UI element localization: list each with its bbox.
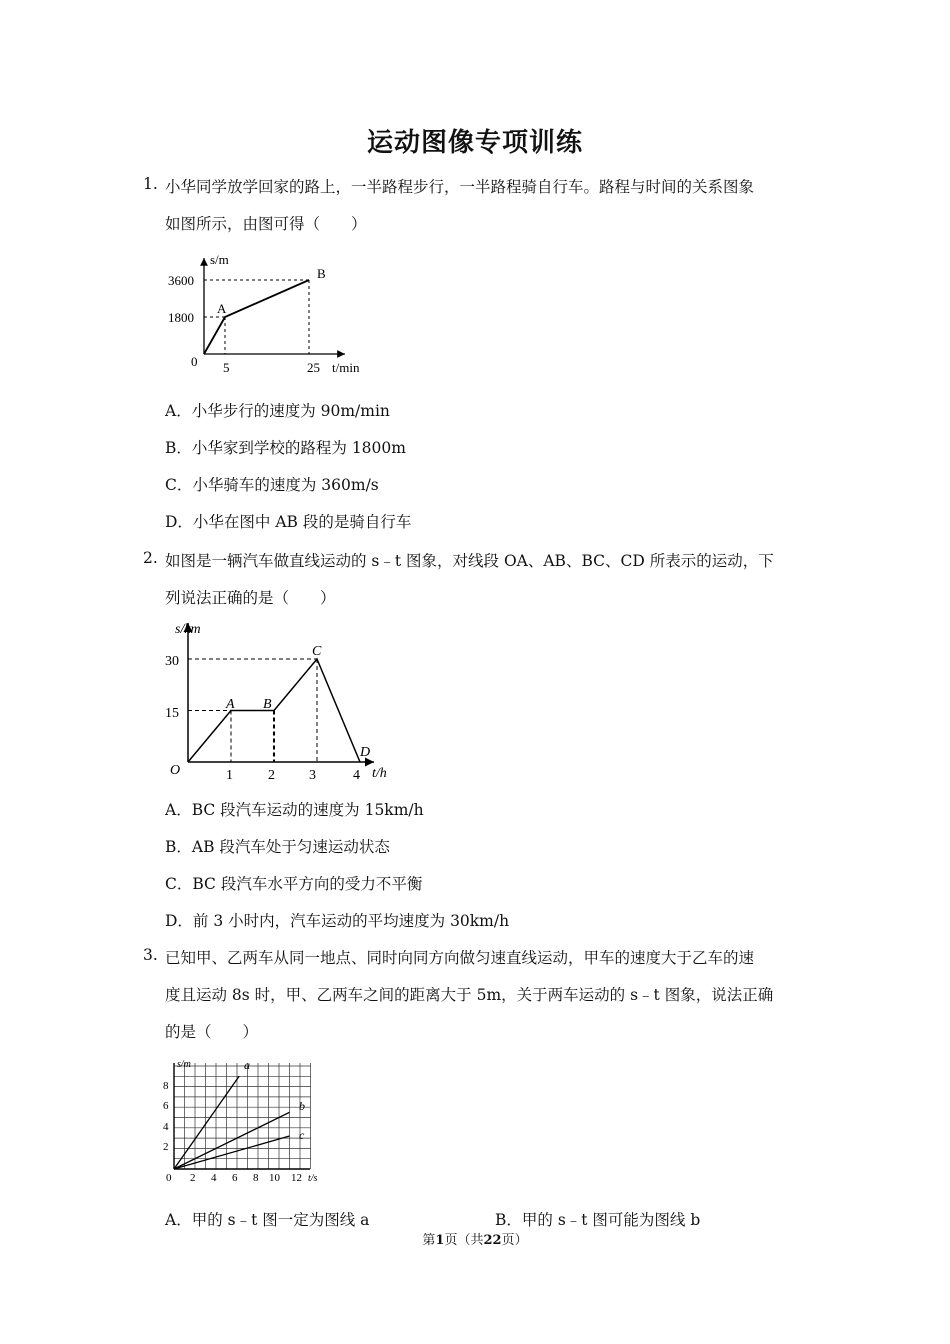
page-title: 运动图像专项训练	[366, 128, 583, 158]
page-footer	[0, 1229, 950, 1248]
q3-series-label-c: c	[299, 1128, 305, 1142]
q2-chart	[160, 617, 400, 787]
footer-pre: 第	[422, 1233, 436, 1248]
q3-origin-label: 0	[166, 1172, 172, 1184]
q2-xtick-2: 2	[268, 768, 275, 783]
q3-option-a[interactable]: A．甲的 s﹣t 图一定为图线 a	[165, 1211, 370, 1229]
q1-xtick-5: 5	[223, 360, 230, 375]
q1-ylabel: s/m	[210, 252, 229, 267]
q2-point-label-b: B	[263, 697, 272, 712]
q3-ytick-6: 6	[163, 1100, 169, 1112]
q2-xtick-1: 1	[226, 768, 233, 783]
q1-xlabel: t/min	[332, 360, 360, 375]
footer-page-total: 22	[483, 1233, 502, 1248]
q2-option-d[interactable]: D．前 3 小时内，汽车运动的平均速度为 30km/h	[165, 912, 510, 930]
q3-xtick-8: 8	[253, 1172, 259, 1184]
q3-xtick-4: 4	[211, 1172, 217, 1184]
q2-ytick-15: 15	[165, 706, 179, 721]
q2-option-a[interactable]: A．BC 段汽车运动的速度为 15km/h	[165, 801, 424, 819]
q3-option-b[interactable]: B．甲的 s﹣t 图可能为图线 b	[495, 1211, 701, 1229]
q2-stem-line2: 列说法正确的是（ ）	[165, 589, 336, 607]
q2-xtick-4: 4	[353, 768, 360, 783]
q1-stem-line2: 如图所示，由图可得（ ）	[165, 215, 367, 233]
q1-point-label-a: A	[217, 301, 227, 316]
q1-data-line	[204, 280, 309, 354]
q1-ytick-3600: 3600	[168, 273, 194, 288]
q3-stem-line3: 的是（ ）	[165, 1023, 259, 1041]
q2-stem-line1: 如图是一辆汽车做直线运动的 s﹣t 图象，对线段 OA、AB、BC、CD 所表示的运动，下	[165, 552, 774, 570]
q2-option-c[interactable]: C．BC 段汽车水平方向的受力不平衡	[165, 875, 423, 893]
q3-number: 3.	[143, 946, 158, 964]
footer-page-number: 1	[435, 1233, 445, 1248]
q1-chart	[160, 250, 375, 380]
q1-point-label-b: B	[317, 266, 326, 281]
q3-ylabel: s/m	[177, 1059, 191, 1070]
q1-xtick-25: 25	[307, 360, 320, 375]
q3-ytick-2: 2	[163, 1141, 169, 1153]
q1-option-c[interactable]: C．小华骑车的速度为 360m/s	[165, 476, 379, 494]
q3-stem-line2: 度且运动 8s 时，甲、乙两车之间的距离大于 5m，关于两车运动的 s﹣t 图象，说法正确	[165, 986, 774, 1004]
q3-chart	[158, 1055, 328, 1190]
footer-post: 页）	[501, 1233, 528, 1248]
q3-xtick-2: 2	[190, 1172, 196, 1184]
q2-xtick-3: 3	[309, 768, 316, 783]
q3-series-label-a: a	[244, 1058, 250, 1072]
q2-xlabel: t/h	[372, 766, 387, 781]
q2-number: 2.	[143, 549, 158, 567]
q2-point-label-d: D	[360, 745, 371, 760]
q3-stem-line1: 已知甲、乙两车从同一地点、同时向同方向做匀速直线运动，甲车的速度大于乙车的速	[165, 949, 755, 967]
footer-mid: 页（共	[444, 1233, 484, 1248]
q1-number: 1.	[143, 175, 158, 193]
q3-xtick-10: 10	[269, 1172, 280, 1184]
q1-option-d[interactable]: D．小华在图中 AB 段的是骑自行车	[165, 513, 412, 531]
q2-option-b[interactable]: B．AB 段汽车处于匀速运动状态	[165, 838, 390, 856]
q1-option-a[interactable]: A．小华步行的速度为 90m/min	[165, 402, 390, 420]
q1-origin-label: 0	[191, 354, 198, 369]
q3-series-label-b: b	[299, 1099, 305, 1113]
q2-ytick-30: 30	[165, 654, 179, 669]
q1-ytick-1800: 1800	[168, 310, 194, 325]
q3-xtick-12: 12	[291, 1172, 302, 1184]
q2-ylabel: s/km	[175, 622, 201, 637]
q3-ytick-4: 4	[163, 1121, 169, 1133]
q3-series-line-a	[174, 1076, 239, 1169]
q2-point-label-a: A	[226, 697, 235, 712]
q2-point-label-c: C	[312, 644, 322, 659]
q3-xlabel: t/s	[308, 1173, 318, 1184]
q1-option-b[interactable]: B．小华家到学校的路程为 1800m	[165, 439, 406, 457]
q1-stem-line1: 小华同学放学回家的路上，一半路程步行，一半路程骑自行车。路程与时间的关系图象	[165, 178, 755, 196]
q3-xtick-6: 6	[232, 1172, 238, 1184]
q2-point-label-o: O	[170, 763, 181, 778]
q3-ytick-8: 8	[163, 1080, 169, 1092]
